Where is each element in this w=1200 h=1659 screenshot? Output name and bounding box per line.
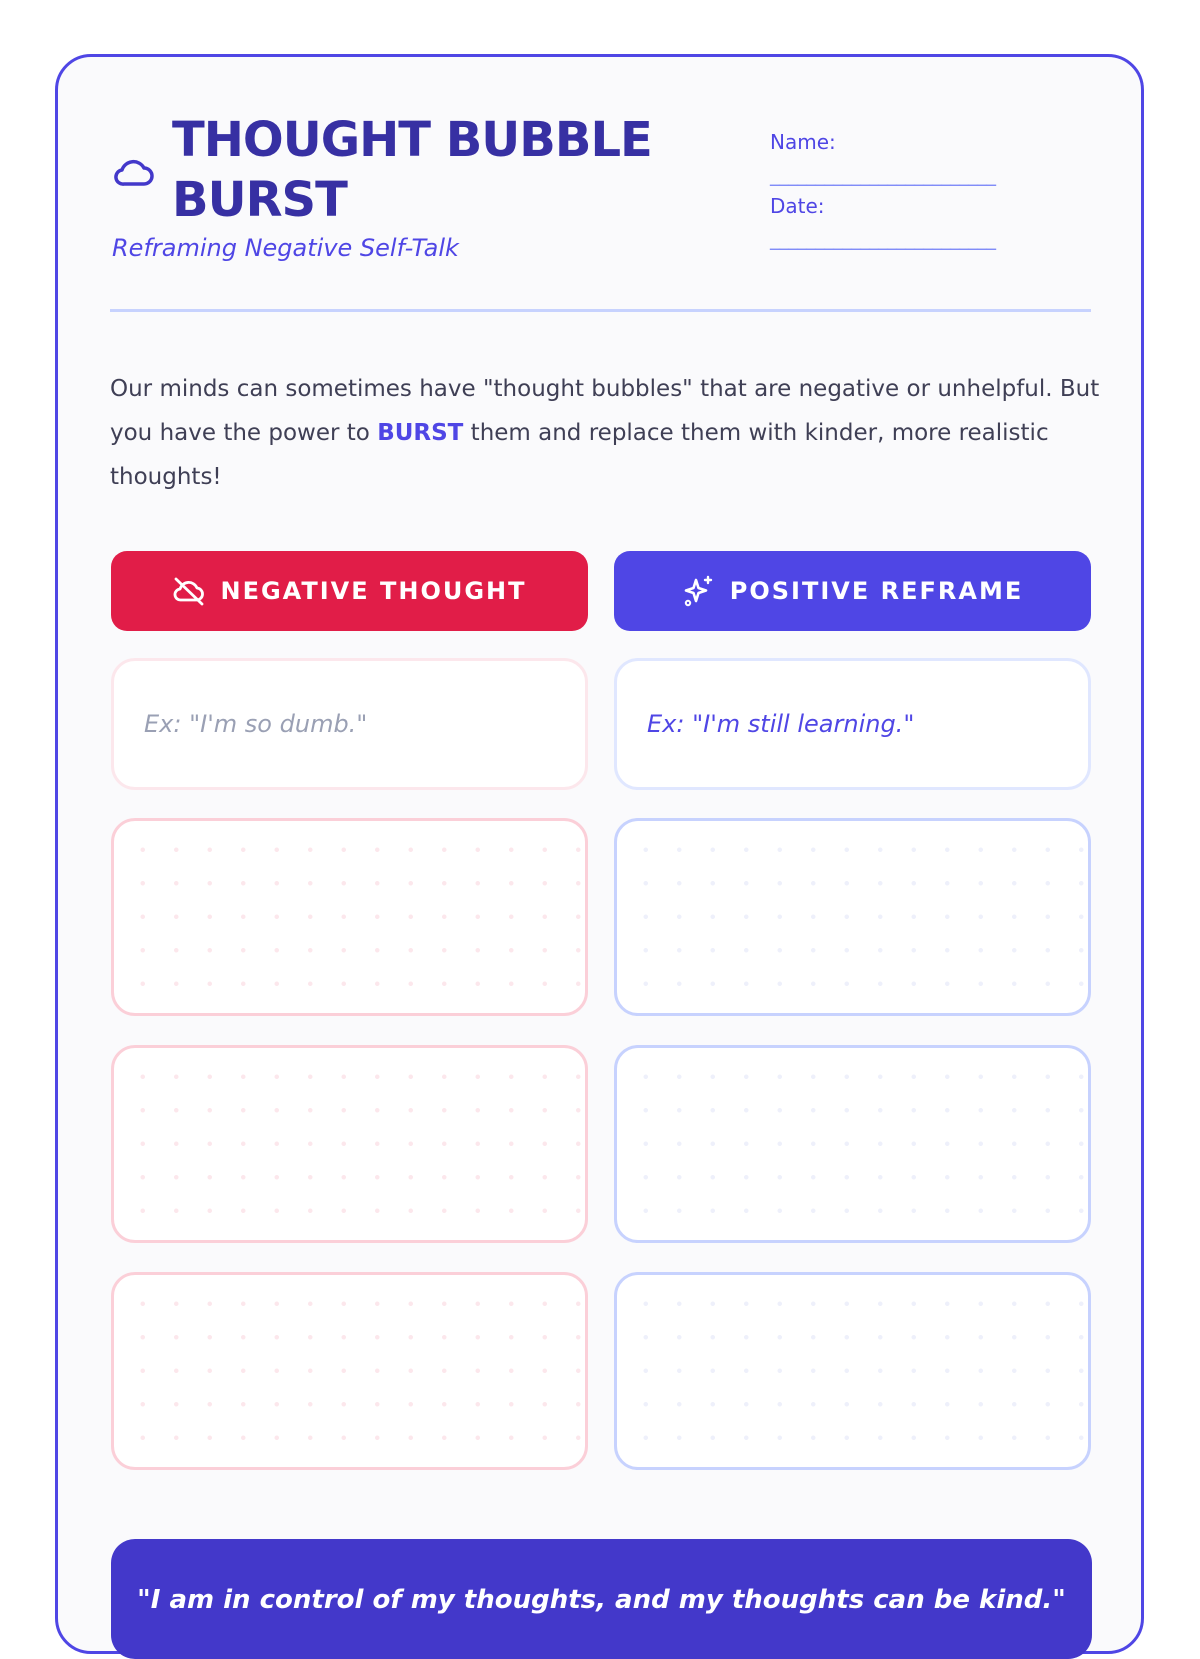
- positive-example-box: [614, 658, 1091, 790]
- name-date-fields: [770, 126, 995, 254]
- positive-reframe-field[interactable]: [614, 1045, 1091, 1243]
- positive-reframe-field[interactable]: [614, 1272, 1091, 1470]
- cloud-off-icon: [172, 576, 206, 606]
- date-label: Date:: [770, 194, 825, 218]
- affirmation-banner: [111, 1539, 1092, 1659]
- worksheet-header: [110, 108, 1090, 308]
- name-label: Name:: [770, 130, 836, 154]
- intro-text: [110, 367, 1100, 499]
- intro-text-after: them and replace them with kinder, more realistic thoughts!: [110, 420, 1049, 490]
- negative-thought-header: [111, 551, 588, 631]
- positive-reframe-header: [614, 551, 1091, 631]
- page-title: THOUGHT BUBBLE BURST: [172, 112, 652, 228]
- negative-thought-field[interactable]: [111, 1045, 588, 1243]
- negative-example-text: Ex: "I'm so dumb.": [144, 710, 368, 738]
- affirmation-text: "I am in control of my thoughts, and my thoughts can be kind.": [137, 1585, 1066, 1615]
- negative-thought-label: NEGATIVE THOUGHT: [220, 577, 527, 605]
- intro-text-before: Our minds can sometimes have "thought bubbles" that are negative or unhelpful. But you have the power to: [110, 376, 1100, 446]
- date-line[interactable]: _________________________: [770, 226, 995, 250]
- positive-example-text: Ex: "I'm still learning.": [647, 710, 915, 738]
- negative-thought-field[interactable]: [111, 818, 588, 1016]
- header-divider: [110, 309, 1091, 312]
- positive-reframe-field[interactable]: [614, 818, 1091, 1016]
- name-line[interactable]: _________________________: [770, 162, 995, 186]
- negative-thought-field[interactable]: [111, 1272, 588, 1470]
- cloud-icon: [110, 152, 158, 192]
- sparkles-icon: [682, 574, 716, 608]
- intro-highlight: BURST: [377, 420, 464, 446]
- positive-reframe-label: POSITIVE REFRAME: [729, 577, 1024, 605]
- page-subtitle: Reframing Negative Self-Talk: [112, 234, 459, 262]
- negative-example-box: [111, 658, 588, 790]
